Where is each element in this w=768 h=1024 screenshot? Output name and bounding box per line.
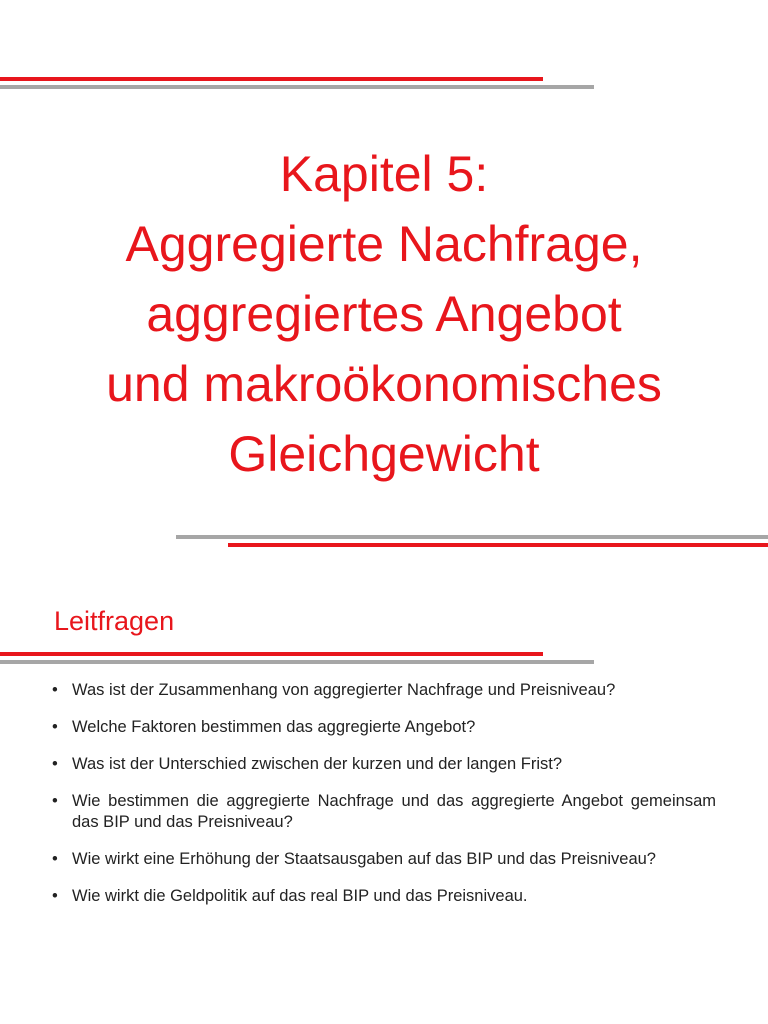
question-text: Was ist der Unterschied zwischen der kurzen und der langen Frist? — [72, 755, 563, 773]
bullet-icon: • — [52, 792, 58, 810]
question-text: Wie wirkt die Geldpolitik auf das real BIP und das Preisniveau. — [72, 887, 528, 905]
top-gray-rule — [0, 85, 594, 89]
top-red-rule — [0, 77, 543, 81]
list-item — [52, 754, 716, 775]
question-list — [52, 680, 716, 923]
middle-gray-rule — [176, 535, 768, 539]
list-item — [52, 680, 716, 701]
bullet-icon: • — [52, 718, 58, 736]
bullet-icon: • — [52, 887, 58, 905]
middle-red-rule — [228, 543, 768, 547]
bullet-icon: • — [52, 755, 58, 773]
title-line: aggregiertes Angebot — [146, 285, 622, 342]
section-gray-rule — [0, 660, 594, 664]
bullet-icon: • — [52, 850, 58, 868]
list-item — [52, 717, 716, 738]
list-item — [52, 791, 716, 833]
question-text: Was ist der Zusammenhang von aggregierter Nachfrage und Preisniveau? — [72, 681, 616, 699]
section-heading: Leitfragen — [54, 606, 175, 636]
list-item — [52, 886, 716, 907]
bullet-icon: • — [52, 681, 58, 699]
section-red-rule — [0, 652, 543, 656]
list-item — [52, 849, 716, 870]
title-line: Gleichgewicht — [228, 425, 540, 482]
question-text: Wie wirkt eine Erhöhung der Staatsausgaben auf das BIP und das Preisniveau? — [72, 850, 656, 868]
title-line: und makroökonomisches — [106, 355, 662, 412]
chapter-title — [0, 139, 768, 489]
question-text: Welche Faktoren bestimmen das aggregierte Angebot? — [72, 718, 476, 736]
question-text: Wie bestimmen die aggregierte Nachfrage und das aggregierte Angebot gemeinsam das BIP und das Preisniveau? — [72, 792, 716, 831]
title-line: Aggregierte Nachfrage, — [125, 215, 643, 272]
title-line: Kapitel 5: — [279, 145, 489, 202]
